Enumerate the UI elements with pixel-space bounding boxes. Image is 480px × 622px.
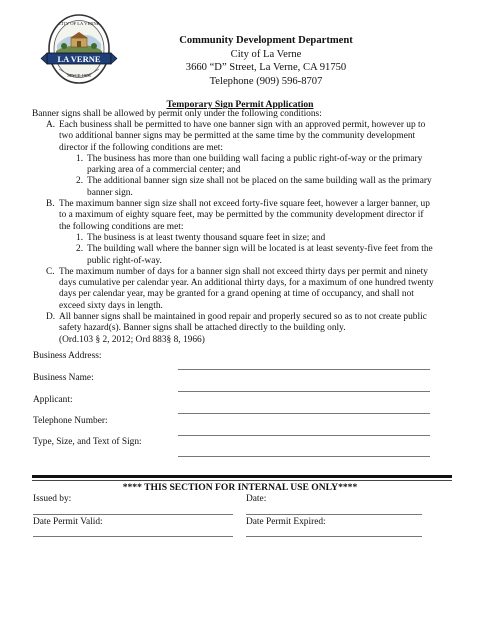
subcondition-text: The building wall where the banner sign will be located is at least seventy-five feet from the public right-of-way. — [87, 244, 433, 266]
section-divider-thin — [32, 480, 452, 481]
form-title: Temporary Sign Permit Application — [166, 99, 314, 110]
condition-text: The maximum number of days for a banner sign shall not exceed thirty days per permit and ninety days cumulative per calendar year. An additional thirty days, for a maximum of one hundred twenty days per calendar year, may be granted for a grand opening at time of occupancy, and shall not exceed sixty days in length. — [59, 266, 434, 311]
subcondition-label: 1. — [76, 153, 84, 164]
condition-label: A. — [46, 120, 56, 130]
telephone-number-field[interactable] — [178, 435, 430, 436]
condition-a-2 — [32, 176, 434, 199]
condition-b-2 — [32, 244, 434, 267]
condition-text: The maximum banner sign size shall not exceed forty-five square feet, however a larger banner, up to a maximum of eighty square feet, may be permitted by the community development director if the following conditions are met: — [59, 199, 430, 232]
subcondition-text: The business is at least twenty thousand square feet in size; and — [87, 232, 326, 243]
condition-label: B. — [46, 199, 55, 210]
subcondition-label: 1. — [76, 232, 84, 243]
ordinance-reference: (Ord.103 § 2, 2012; Ord 883§ 8, 1966) — [59, 334, 205, 345]
sign-info-label: Type, Size, and Text of Sign: — [33, 437, 142, 447]
condition-a-1 — [32, 154, 434, 177]
condition-text: All banner signs shall be maintained in good repair and properly secured so as to not create public safety hazard(s). Banner signs shall be attached directly to the building only. — [59, 312, 427, 334]
seal-bottom-text: SINCE 1906 — [67, 73, 91, 78]
condition-text: Each business shall be permitted to have one banner sign with an approved permit, however up to two additional banner signs may be permitted at the same time by the community development director if the following conditions are met: — [59, 120, 426, 153]
department-name: Community Development Department — [179, 35, 353, 46]
condition-b-1 — [32, 233, 434, 244]
condition-label: D. — [46, 312, 56, 323]
telephone-number-label: Telephone Number: — [33, 416, 108, 426]
condition-d — [32, 312, 434, 346]
letterhead — [138, 34, 394, 88]
applicant-label: Applicant: — [33, 395, 73, 405]
subcondition-label: 2. — [76, 244, 84, 255]
street-address: 3660 “D” Street, La Verne, CA 91750 — [185, 62, 347, 74]
date-field[interactable] — [246, 514, 422, 515]
intro-text: Banner signs shall be allowed by permit only under the following conditions: — [32, 109, 322, 119]
telephone: Telephone (909) 596-8707 — [209, 75, 323, 87]
condition-c — [32, 267, 434, 312]
condition-b — [32, 199, 434, 233]
subcondition-label: 2. — [76, 176, 84, 187]
conditions-list — [32, 120, 434, 346]
subcondition-text: The additional banner sign size shall not be placed on the same building wall as the primary banner sign. — [87, 176, 432, 198]
condition-a — [32, 120, 434, 154]
date-permit-expired-field[interactable] — [246, 536, 422, 537]
date-permit-expired-label: Date Permit Expired: — [246, 517, 326, 527]
internal-use-heading: **** THIS SECTION FOR INTERNAL USE ONLY**** — [122, 482, 358, 493]
date-permit-valid-label: Date Permit Valid: — [33, 517, 103, 527]
city-seal-logo — [27, 11, 131, 87]
city-name: City of La Verne — [230, 48, 302, 60]
business-name-field[interactable] — [178, 391, 430, 392]
sign-info-field[interactable] — [178, 456, 430, 457]
business-address-label: Business Address: — [33, 351, 102, 361]
seal-top-text: CITY OF LA VERNE — [58, 21, 100, 26]
applicant-field[interactable] — [178, 413, 430, 414]
section-divider-thick — [32, 475, 452, 478]
date-permit-valid-field[interactable] — [33, 536, 233, 537]
subcondition-text: The business has more than one building wall facing a public right-of-way or the primary parking area of a commercial center; and — [87, 153, 423, 176]
business-name-label: Business Name: — [33, 373, 94, 383]
date-label: Date: — [246, 494, 267, 504]
issued-by-field[interactable] — [33, 514, 233, 515]
seal-name: LA VERNE — [57, 53, 101, 64]
issued-by-label: Issued by: — [33, 494, 72, 504]
condition-label: C. — [46, 266, 55, 277]
business-address-field[interactable] — [178, 369, 430, 370]
